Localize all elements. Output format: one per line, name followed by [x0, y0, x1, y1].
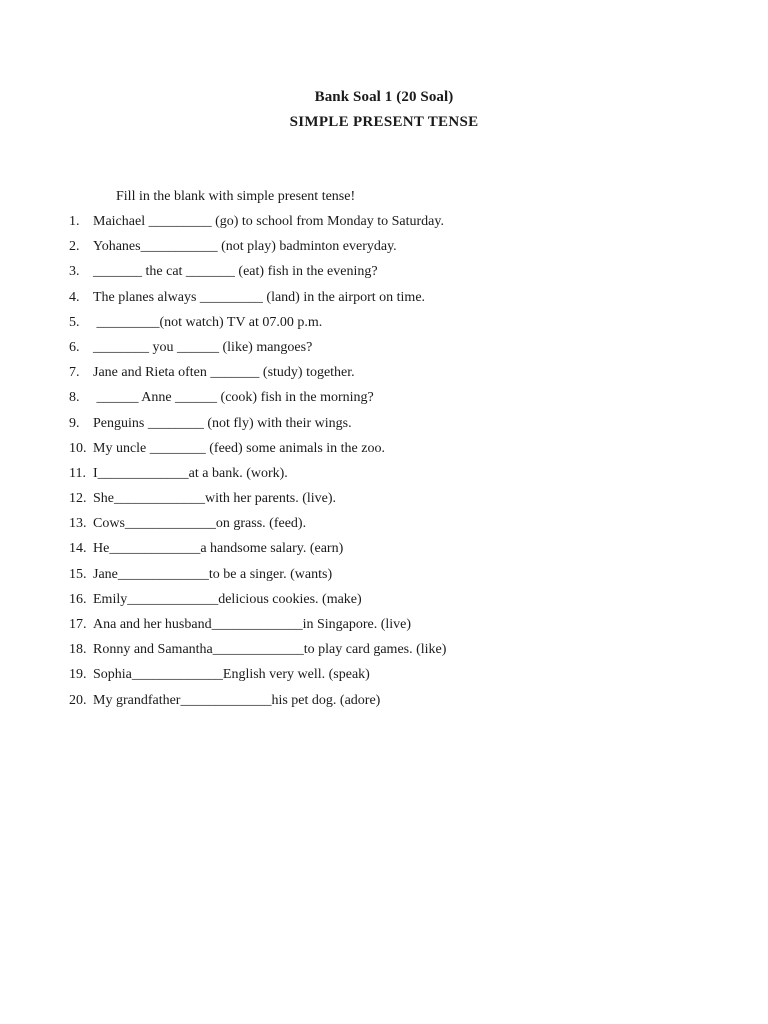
question-number: 13.: [69, 516, 87, 532]
question-number: 5.: [69, 314, 80, 330]
question-item: [69, 489, 729, 514]
question-text: ________ you ______ (like) mangoes?: [93, 339, 313, 355]
question-item: [69, 539, 729, 564]
question-item: [69, 363, 729, 388]
question-item: [69, 514, 729, 539]
question-text: _______ the cat _______ (eat) fish in the evening?: [93, 264, 378, 280]
question-number: 10.: [69, 440, 87, 456]
question-text: Yohanes___________ (not play) badminton everyday.: [93, 239, 397, 255]
question-number: 18.: [69, 642, 87, 658]
question-item: [69, 464, 729, 489]
question-text: Ana and her husband_____________in Singapore. (live): [93, 617, 412, 632]
question-number: 9.: [69, 415, 80, 431]
question-text: I_____________at a bank. (work).: [93, 465, 288, 481]
question-number: 16.: [69, 591, 87, 607]
question-number: 6.: [69, 339, 80, 355]
question-text: Jane_____________to be a singer. (wants): [93, 566, 333, 582]
question-text: Emily_____________delicious cookies. (make): [93, 591, 362, 607]
question-item: [69, 590, 729, 615]
question-text: Cows_____________on grass. (feed).: [93, 516, 307, 532]
question-item: [69, 439, 729, 464]
question-text: He_____________a handsome salary. (earn): [93, 541, 344, 557]
question-number: 7.: [69, 365, 80, 381]
question-text: Penguins ________ (not fly) with their wings.: [93, 415, 352, 431]
question-number: 14.: [69, 541, 87, 557]
document-subtitle: SIMPLE PRESENT TENSE: [289, 114, 479, 130]
question-text: My uncle ________ (feed) some animals in the zoo.: [93, 440, 385, 456]
question-text: My grandfather_____________his pet dog. (adore): [93, 692, 381, 708]
question-number: 1.: [69, 214, 80, 229]
question-number: 2.: [69, 239, 80, 255]
question-number: 12.: [69, 491, 87, 507]
question-item: [69, 338, 729, 363]
question-item: [69, 262, 729, 287]
question-text: Ronny and Samantha_____________to play card games. (like): [93, 642, 447, 658]
question-number: 20.: [69, 692, 87, 708]
question-text: Jane and Rieta often _______ (study) together.: [93, 365, 355, 381]
question-number: 15.: [69, 566, 87, 582]
question-text: Sophia_____________English very well. (speak): [93, 667, 370, 683]
question-item: [69, 414, 729, 439]
document-title-text: Bank Soal 1 (20 Soal): [314, 89, 454, 105]
question-item: [69, 615, 729, 640]
question-item: [69, 212, 729, 237]
instruction-text: Fill in the blank with simple present tense!: [116, 189, 356, 204]
question-text: Maichael _________ (go) to school from Monday to Saturday.: [93, 214, 444, 229]
question-text: ______ Anne ______ (cook) fish in the morning?: [93, 390, 374, 406]
document-title: [0, 88, 768, 106]
question-text: _________(not watch) TV at 07.00 p.m.: [93, 314, 323, 330]
question-number: 17.: [69, 617, 87, 632]
question-number: 8.: [69, 390, 80, 406]
question-item: [69, 691, 729, 716]
question-number: 19.: [69, 667, 87, 683]
question-text: She_____________with her parents. (live).: [93, 491, 337, 507]
question-item: [69, 640, 729, 665]
question-list: [69, 212, 729, 716]
question-item: [69, 288, 729, 313]
question-item: [69, 237, 729, 262]
question-item: [69, 665, 729, 690]
question-item: [69, 565, 729, 590]
question-number: 3.: [69, 264, 80, 280]
question-item: [69, 388, 729, 413]
question-number: 11.: [69, 465, 86, 481]
question-number: 4.: [69, 289, 80, 305]
question-item: [69, 313, 729, 338]
question-text: The planes always _________ (land) in the airport on time.: [93, 289, 426, 305]
